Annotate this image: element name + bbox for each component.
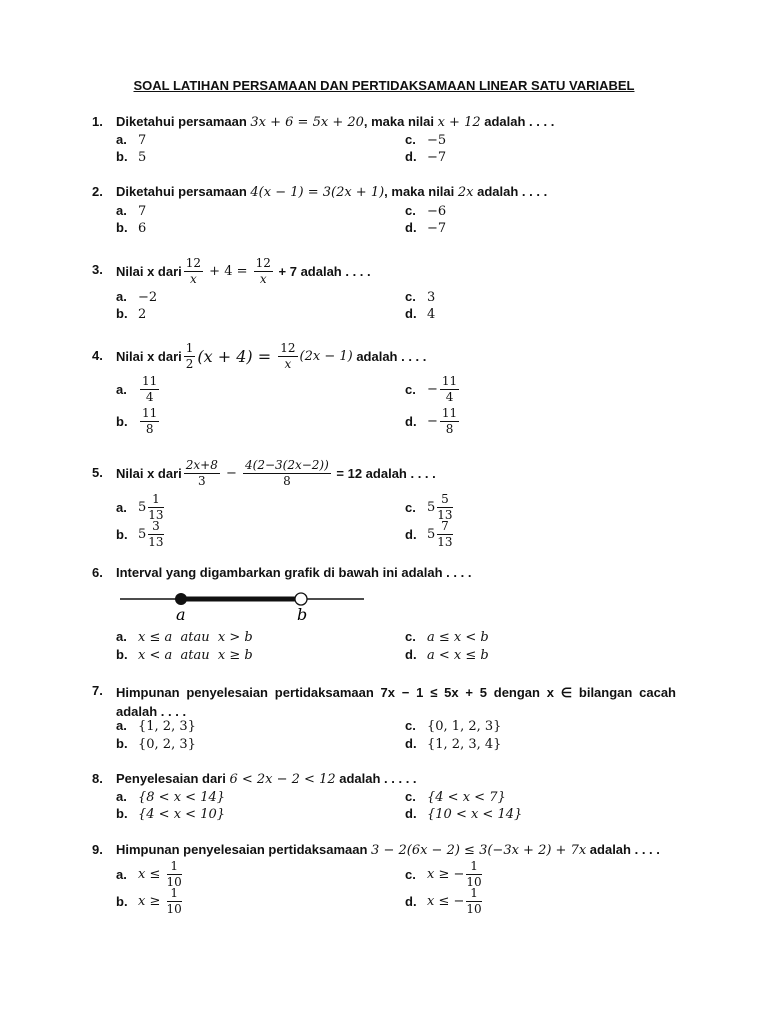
page-title: SOAL LATIHAN PERSAMAAN DAN PERTIDAKSAMAAN LINEAR SATU VARIABEL — [133, 78, 635, 93]
option-d[interactable]: d. − $\frac{11}{8}$ — [405, 406, 458, 436]
number-line-graph — [116, 588, 376, 624]
question-stem: Nilai x dari $\frac{2x+8}{3}$ − $\frac{4(2-3(2x-2))}{8}$ = 12 adalah . . . . — [116, 457, 436, 488]
fraction: $\frac{2x+8}{3}$ — [185, 457, 218, 488]
option-b[interactable]: b. $\frac{11}{8}$ — [116, 406, 158, 436]
option-b[interactable]: b. 2 — [116, 306, 147, 322]
option-a[interactable]: a. x ≤ a atau x > b — [116, 629, 253, 645]
fraction: $\frac{12}{x}$ — [255, 255, 271, 286]
option-d[interactable]: d. 4 — [405, 306, 436, 322]
option-c[interactable]: c. 5 $\frac{5}{13}$ — [405, 492, 453, 522]
question-stem: Nilai x dari $\frac{1}{2}$ (x + 4) = $\frac{12}{x}$ (2x − 1) adalah . . . . — [116, 340, 427, 371]
option-b[interactable]: b. 6 — [116, 220, 147, 236]
option-b[interactable]: b. {0, 2, 3} — [116, 736, 196, 752]
label-a: a — [176, 605, 186, 624]
fraction: $\frac{12}{x}$ — [185, 255, 202, 286]
option-a[interactable]: a. x ≤ $\frac{1}{10}$ — [116, 859, 182, 889]
option-b[interactable]: b. 5 — [116, 149, 147, 165]
label-b: b — [297, 605, 308, 624]
option-d[interactable]: d. {10 < x < 14} — [405, 806, 523, 822]
option-d[interactable]: d. −7 — [405, 220, 447, 236]
option-a[interactable]: a. 5 $\frac{1}{13}$ — [116, 492, 164, 522]
option-b[interactable]: b. 5 $\frac{3}{13}$ — [116, 519, 164, 549]
option-d[interactable]: d. a < x ≤ b — [405, 647, 489, 663]
option-b[interactable]: b. x ≥ $\frac{1}{10}$ — [116, 886, 182, 916]
option-c[interactable]: c. 3 — [405, 289, 436, 305]
option-a[interactable]: a. {1, 2, 3} — [116, 718, 196, 734]
question-stem: Himpunan penyelesaian pertidaksamaan 7x − 1 ≤ 5x + 5 dengan x ∈ bilangan cacah adalah . . . . — [116, 685, 676, 719]
fraction: $\frac{1}{2}$ — [185, 340, 194, 371]
question-stem: Diketahui persamaan 4(x − 1) = 3(2x + 1), maka nilai 2x adalah . . . . — [116, 184, 548, 200]
question-stem: Nilai x dari $\frac{12}{x}$ + 4 = $\frac{12}{x}$ + 7 adalah . . . . — [116, 255, 371, 286]
option-c[interactable]: c. −6 — [405, 203, 447, 219]
closed-endpoint-a — [175, 593, 187, 605]
option-c[interactable]: c. x ≥ − $\frac{1}{10}$ — [405, 859, 482, 889]
option-c[interactable]: c. {0, 1, 2, 3} — [405, 718, 502, 734]
option-a[interactable]: a. −2 — [116, 289, 158, 305]
option-b[interactable]: b. x < a atau x ≥ b — [116, 647, 253, 663]
question-stem: Penyelesaian dari 6 < 2x − 2 < 12 adalah . . . . . — [116, 771, 417, 787]
option-b[interactable]: b. {4 < x < 10} — [116, 806, 226, 822]
question-stem: Diketahui persamaan 3x + 6 = 5x + 20, maka nilai x + 12 adalah . . . . — [116, 114, 555, 130]
option-d[interactable]: d. {1, 2, 3, 4} — [405, 736, 502, 752]
fraction: $\frac{4(2-3(2x-2))}{8}$ — [245, 457, 329, 488]
option-c[interactable]: c. a ≤ x < b — [405, 629, 489, 645]
option-a[interactable]: a. $\frac{11}{4}$ — [116, 374, 158, 404]
option-d[interactable]: d. x ≤ − $\frac{1}{10}$ — [405, 886, 482, 916]
option-d[interactable]: d. −7 — [405, 149, 447, 165]
option-a[interactable]: a. 7 — [116, 203, 147, 219]
question-stem: Himpunan penyelesaian pertidaksamaan 3 − 2(6x − 2) ≤ 3(−3x + 2) + 7x adalah . . . . — [116, 842, 660, 858]
option-c[interactable]: c. {4 < x < 7} — [405, 789, 506, 805]
option-c[interactable]: c. − $\frac{11}{4}$ — [405, 374, 458, 404]
option-c[interactable]: c. −5 — [405, 132, 447, 148]
open-endpoint-b — [295, 593, 307, 605]
option-d[interactable]: d. 5 $\frac{7}{13}$ — [405, 519, 453, 549]
option-a[interactable]: a. {8 < x < 14} — [116, 789, 226, 805]
fraction: $\frac{12}{x}$ — [280, 340, 296, 371]
option-a[interactable]: a. 7 — [116, 132, 147, 148]
question-stem: Interval yang digambarkan grafik di bawah ini adalah . . . . — [116, 565, 472, 580]
